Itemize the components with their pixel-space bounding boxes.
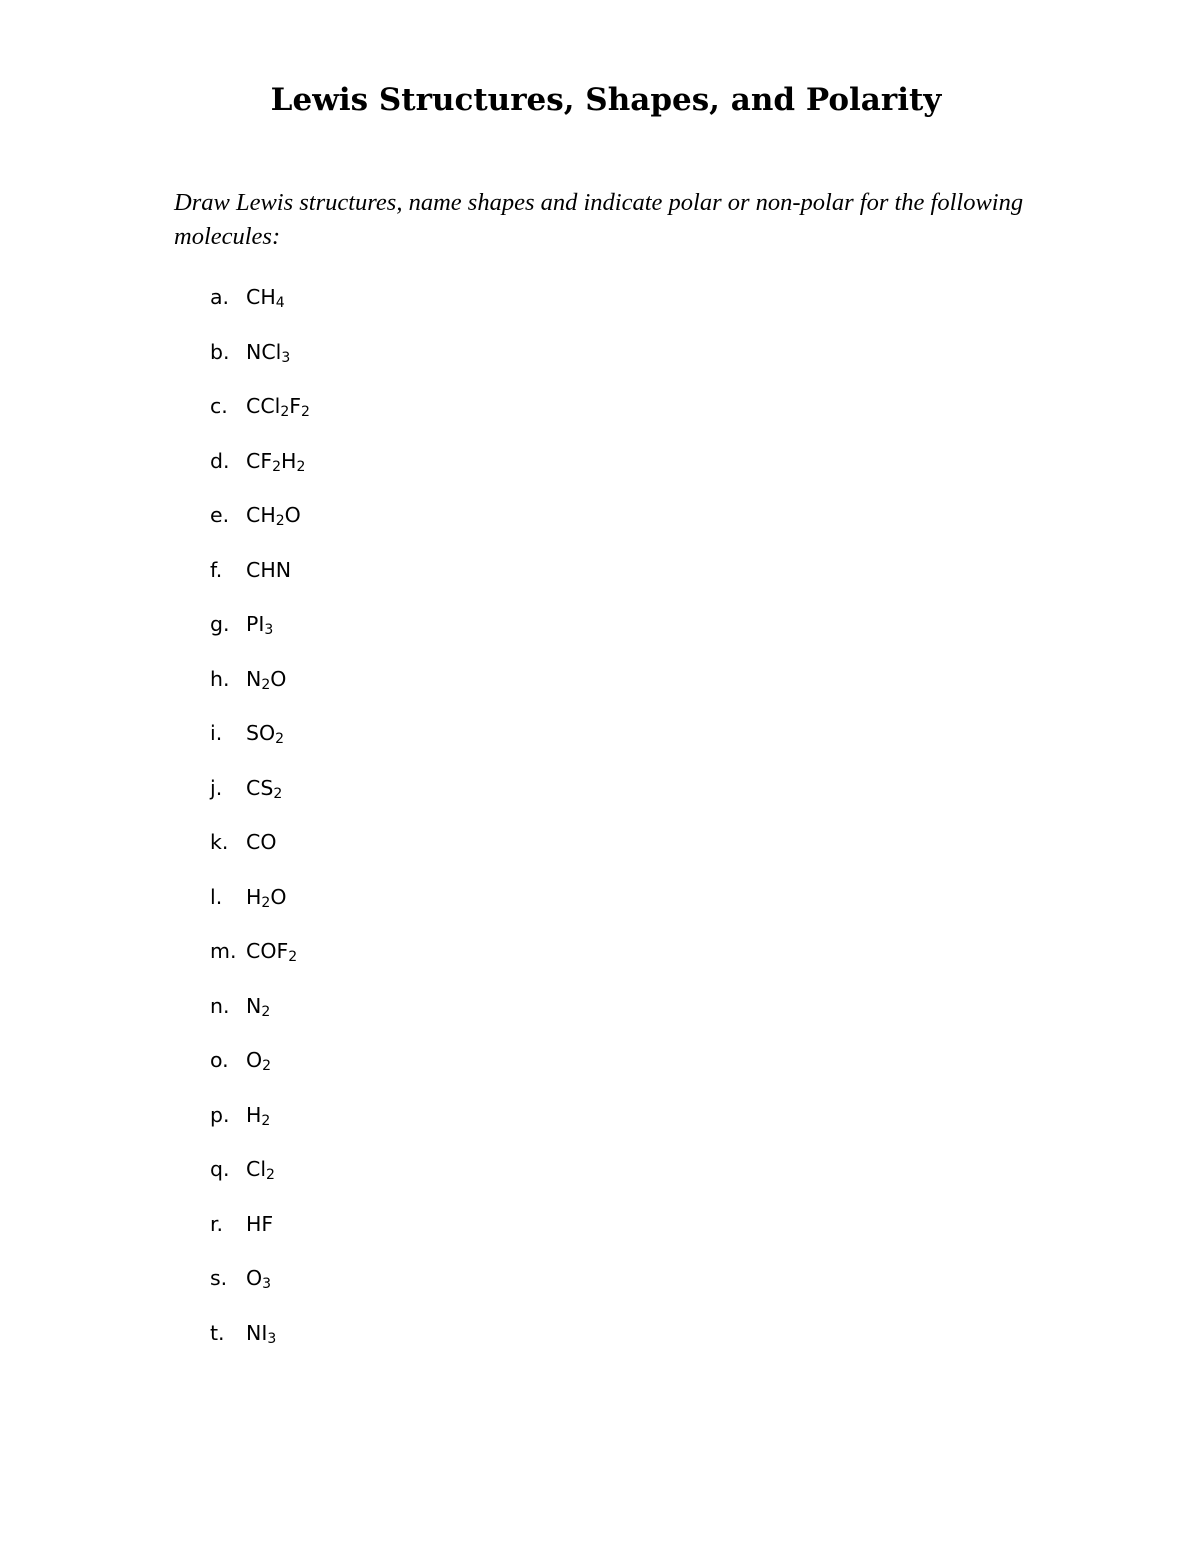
list-item (210, 500, 310, 555)
formula-text: PI (246, 612, 265, 636)
formula-text: N (246, 993, 262, 1018)
item-letter: h. (210, 666, 230, 691)
formula-text: H (281, 448, 297, 473)
item-letter: e. (210, 503, 230, 527)
list-item (210, 1263, 310, 1318)
formula-subscript: 2 (262, 1058, 272, 1074)
formula-text: SO (246, 721, 276, 745)
formula-text: O (284, 503, 301, 527)
formula-text: NI (246, 1320, 268, 1345)
formula-subscript: 2 (296, 458, 306, 475)
item-letter: a. (210, 285, 230, 309)
formula-subscript: 2 (301, 404, 310, 420)
item-letter: n. (210, 993, 230, 1018)
formula-subscript: 2 (266, 1167, 275, 1183)
molecule-formula (246, 1263, 271, 1293)
formula-text: O (246, 1048, 263, 1072)
formula-subscript: 2 (261, 894, 271, 911)
list-item (210, 1100, 310, 1155)
formula-subscript: 2 (273, 785, 283, 802)
item-letter: k. (210, 830, 229, 854)
formula-text: CCl (246, 394, 281, 418)
formula-text: CH (246, 285, 276, 309)
item-letter: g. (210, 612, 230, 636)
molecule-formula (246, 337, 290, 367)
molecule-formula (246, 773, 282, 803)
molecule-formula (246, 446, 305, 476)
formula-subscript: 3 (264, 622, 274, 638)
formula-subscript: 3 (262, 1276, 272, 1292)
item-letter: r. (210, 1211, 224, 1236)
list-item (210, 773, 310, 828)
formula-text: O (270, 884, 287, 909)
item-letter: c. (210, 394, 228, 418)
formula-subscript: 3 (281, 349, 291, 366)
formula-text: H (246, 884, 262, 909)
list-item (210, 936, 310, 991)
formula-text: O (270, 666, 287, 691)
formula-text: CH (246, 503, 276, 527)
molecule-formula (246, 991, 270, 1021)
molecule-formula (246, 882, 286, 912)
list-item (210, 1154, 310, 1209)
formula-subscript: 2 (275, 731, 285, 747)
formula-text: CO (246, 830, 277, 854)
item-letter: q. (210, 1157, 230, 1181)
list-item (210, 1045, 310, 1100)
molecule-formula (246, 282, 285, 312)
list-item (210, 282, 310, 337)
formula-text: CHN (246, 557, 292, 582)
item-letter: b. (210, 339, 230, 364)
formula-text: H (246, 1102, 262, 1127)
molecule-formula (246, 609, 273, 639)
formula-subscript: 4 (275, 295, 285, 311)
list-item (210, 391, 310, 446)
molecule-formula (246, 1100, 270, 1130)
formula-text: O (246, 1266, 263, 1290)
molecule-formula (246, 1209, 273, 1239)
instructions: Draw Lewis structures, name shapes and indicate polar or non-polar for the following molecules: (174, 189, 1024, 250)
list-item (210, 609, 310, 664)
formula-text: CS (246, 775, 274, 800)
formula-subscript: 2 (272, 458, 282, 475)
formula-text: HF (246, 1211, 274, 1236)
item-letter: f. (210, 557, 223, 582)
molecule-formula (246, 1045, 271, 1075)
molecule-formula (246, 718, 284, 748)
list-item (210, 991, 310, 1046)
formula-text: F (289, 394, 302, 418)
list-item (210, 882, 310, 937)
item-letter: j. (210, 775, 223, 800)
formula-subscript: 3 (267, 1330, 277, 1347)
list-item (210, 1209, 310, 1264)
list-item (210, 1318, 310, 1373)
molecule-formula (246, 500, 301, 530)
molecule-list (210, 282, 310, 1372)
formula-text: CF (246, 448, 273, 473)
molecule-formula (246, 664, 286, 694)
formula-subscript: 2 (261, 1003, 271, 1020)
molecule-formula (246, 391, 310, 421)
item-letter: o. (210, 1048, 229, 1072)
molecule-formula (246, 827, 276, 857)
list-item (210, 827, 310, 882)
list-item (210, 555, 310, 610)
formula-subscript: 2 (275, 513, 285, 529)
molecule-formula (246, 1154, 275, 1184)
formula-text: COF (246, 939, 289, 963)
item-letter: t. (210, 1320, 225, 1345)
formula-text: NCl (246, 339, 282, 364)
formula-subscript: 2 (280, 404, 290, 420)
formula-text: N (246, 666, 262, 691)
item-letter: l. (210, 884, 223, 909)
item-letter: s. (210, 1266, 228, 1290)
molecule-formula (246, 1318, 276, 1348)
molecule-formula (246, 555, 291, 585)
list-item (210, 718, 310, 773)
molecule-formula (246, 936, 297, 966)
formula-subscript: 2 (261, 676, 271, 693)
item-letter: m. (210, 939, 237, 963)
formula-text: Cl (246, 1157, 267, 1181)
item-letter: p. (210, 1102, 230, 1127)
formula-subscript: 2 (261, 1112, 271, 1129)
list-item (210, 337, 310, 392)
list-item (210, 664, 310, 719)
list-item (210, 446, 310, 501)
item-letter: d. (210, 448, 230, 473)
formula-subscript: 2 (288, 949, 298, 965)
page-title: Lewis Structures, Shapes, and Polarity (270, 82, 942, 118)
item-letter: i. (210, 721, 223, 745)
